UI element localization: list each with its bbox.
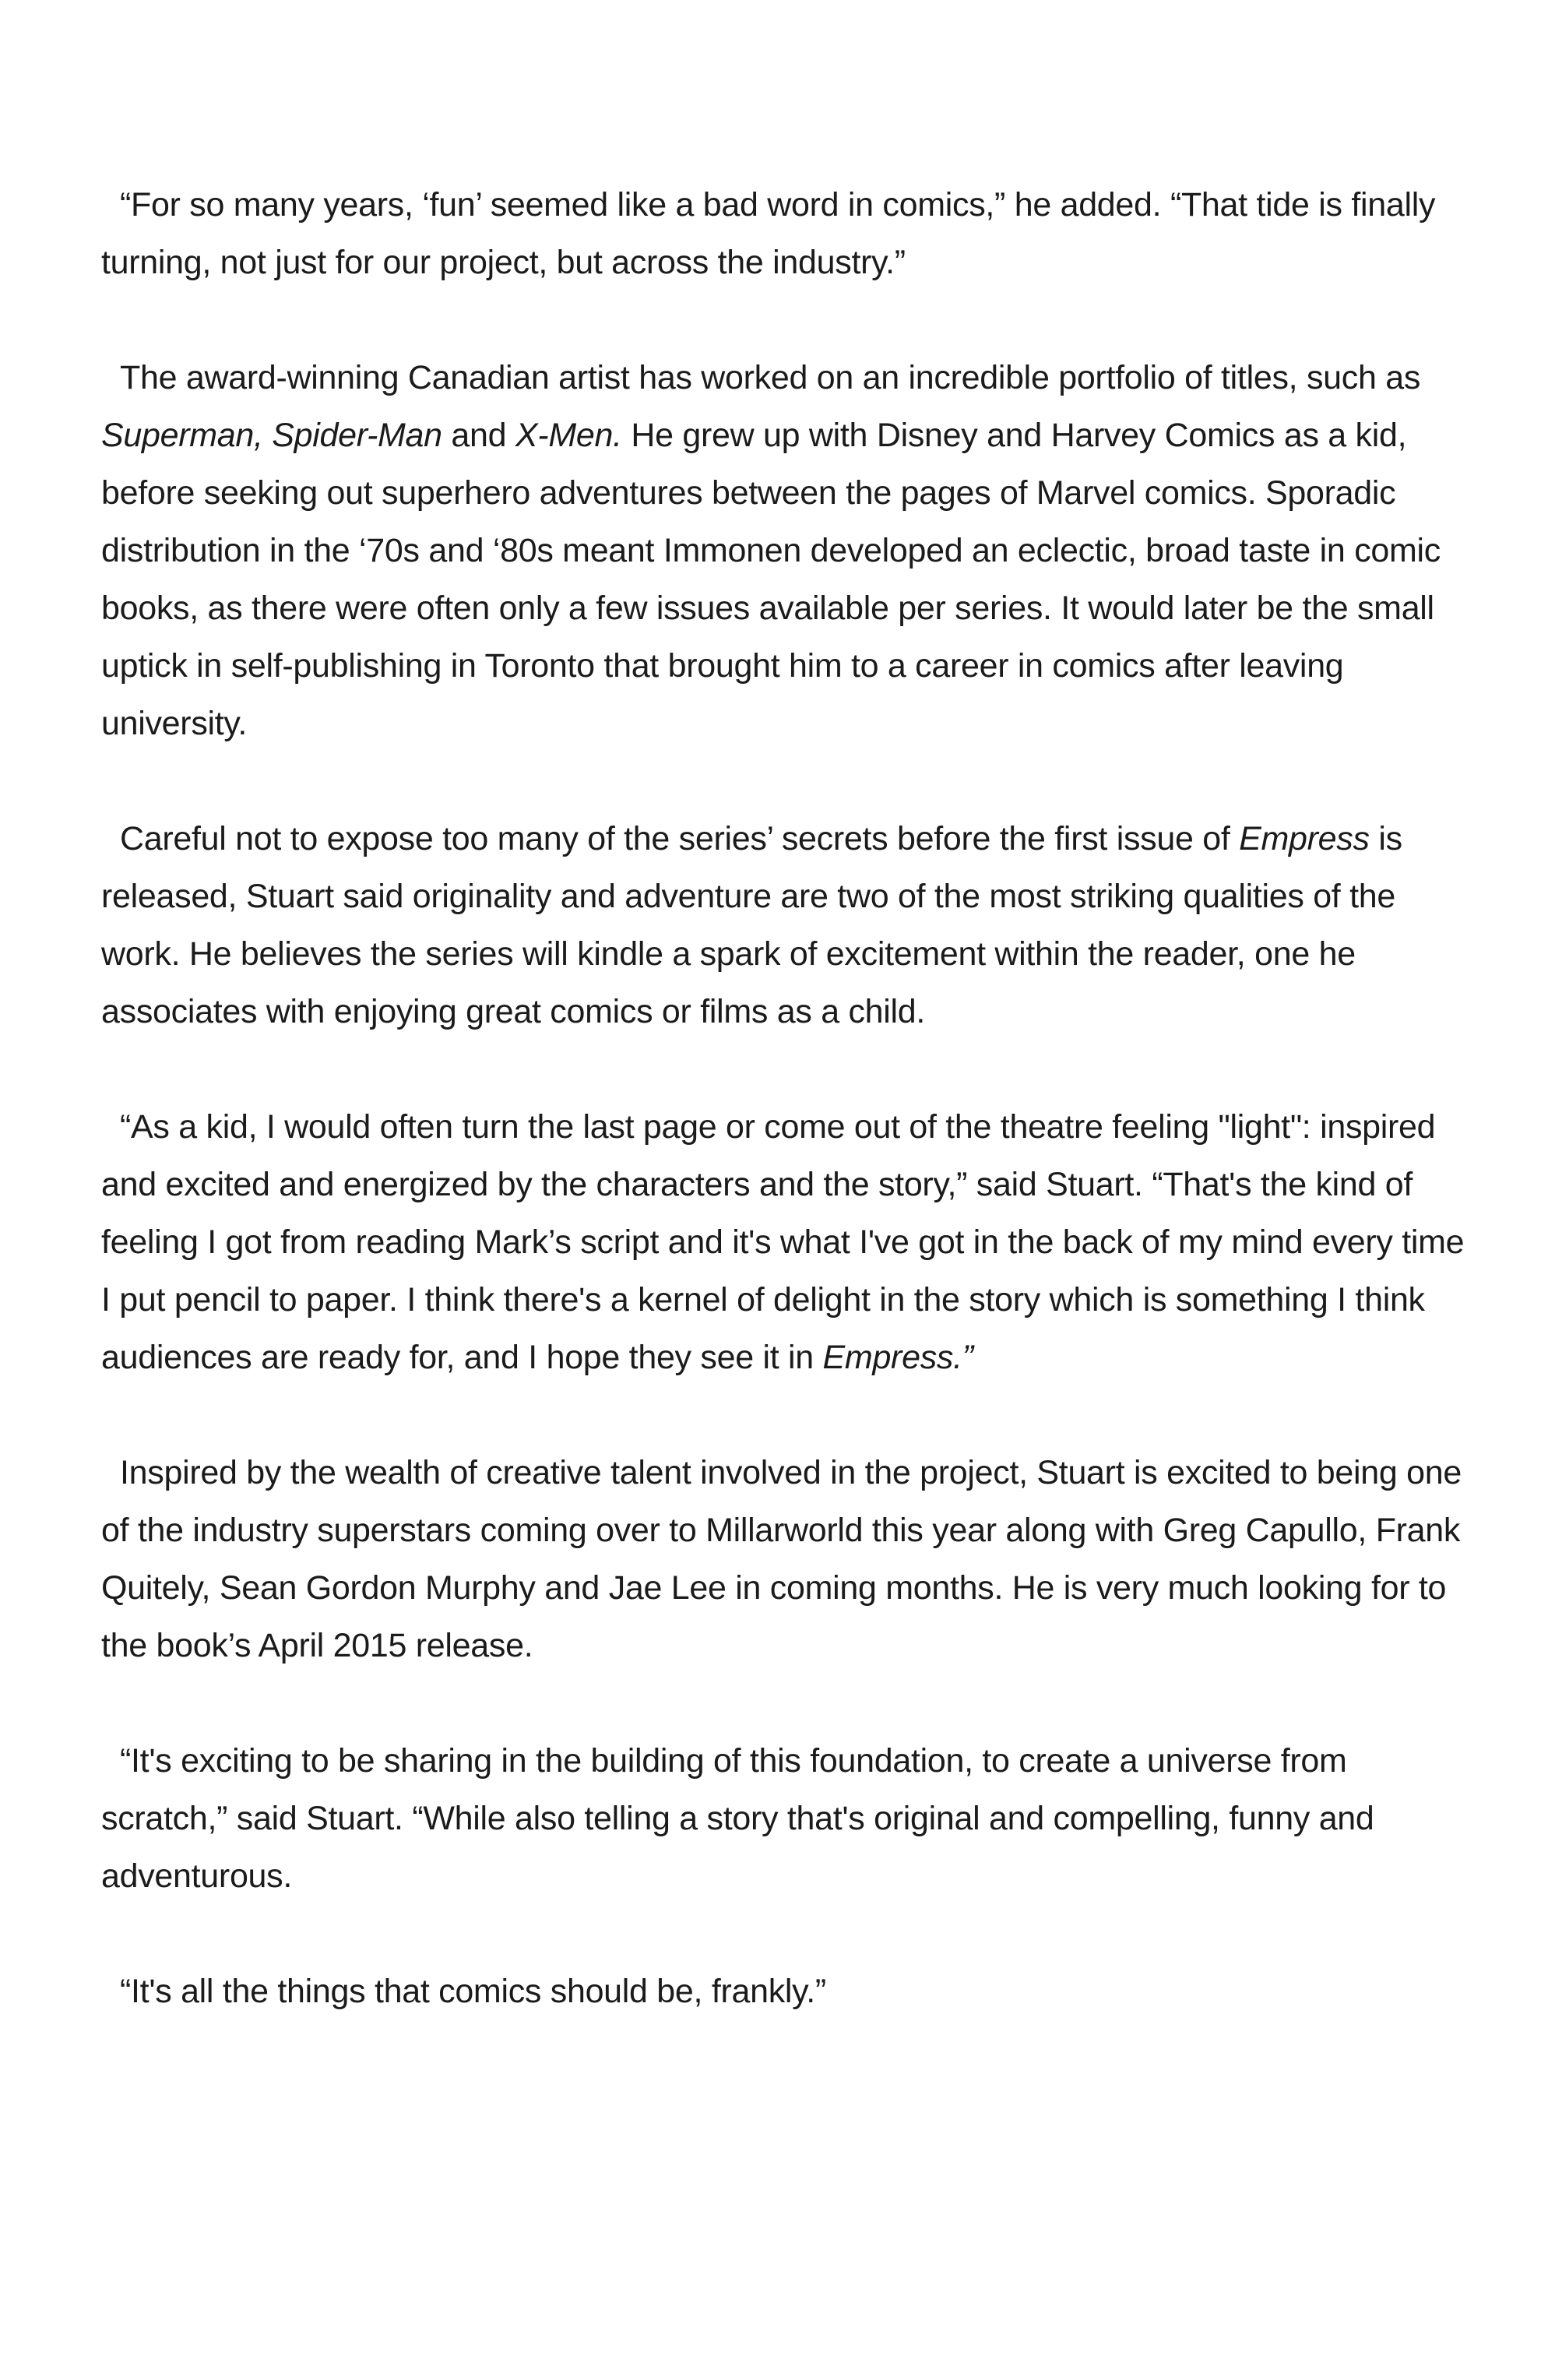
paragraph-series-secrets (101, 810, 1472, 1040)
title-empress: Empress.” (822, 1339, 973, 1376)
paragraph-closing-quote (101, 1963, 1472, 2020)
title-xmen: X-Men. (515, 417, 622, 454)
title-superman-spiderman: Superman, Spider-Man (101, 417, 442, 454)
text-segment: The award-winning Canadian artist has worked on an incredible portfolio of titles, such as (120, 359, 1421, 396)
text-segment: “As a kid, I would often turn the last page or come out of the theatre feeling "light": inspired and excited and energized by the characters and the story,” said Stuart. “That's the kind of feeling I got from reading Mark’s script and it's what I've got in the back of my mind every time I put pencil to paper. I think there's a kernel of delight in the story which is something I think audiences are ready for, and I hope they see it in (101, 1108, 1465, 1376)
text-segment: “It's exciting to be sharing in the building of this foundation, to create a universe from scratch,” said Stuart. “While also telling a story that's original and compelling, funny and adventurous. (101, 1742, 1374, 1895)
text-segment: and (442, 417, 515, 454)
paragraph-creative-talent (101, 1444, 1472, 1674)
text-segment: He grew up with Disney and Harvey Comics as a kid, before seeking out superhero adventures between the pages of Marvel comics. Sporadic distribution in the ‘70s and ‘80s meant Immonen developed an eclectic, broad taste in comic books, as there were often only a few issues available per series. It would later be the small uptick in self-publishing in Toronto that brought him to a career in comics after leaving university. (101, 417, 1441, 742)
paragraph-fun-quote (101, 176, 1472, 291)
paragraph-kid-quote (101, 1098, 1472, 1386)
article-body (101, 176, 1472, 2020)
text-segment: Inspired by the wealth of creative talent involved in the project, Stuart is excited to being one of the industry superstars coming over to Millarworld this year along with Greg Capullo, Frank Quitely, Sean Gordon Murphy and Jae Lee in coming months. He is very much looking for to the book’s April 2015 release. (101, 1454, 1462, 1664)
text-segment: “It's all the things that comics should be, frankly.” (120, 1973, 826, 2010)
text-segment: Careful not to expose too many of the series’ secrets before the first issue of (120, 820, 1240, 857)
title-empress: Empress (1239, 820, 1370, 857)
text-segment: “For so many years, ‘fun’ seemed like a bad word in comics,” he added. “That tide is finally turning, not just for our project, but across the industry.” (101, 186, 1436, 281)
paragraph-foundation-quote (101, 1732, 1472, 1905)
paragraph-artist-background (101, 349, 1472, 752)
text-segment: is released, Stuart said originality and adventure are two of the most striking qualities of the work. He believes the series will kindle a spark of excitement within the reader, one he associates with enjoying great comics or films as a child. (101, 820, 1402, 1030)
